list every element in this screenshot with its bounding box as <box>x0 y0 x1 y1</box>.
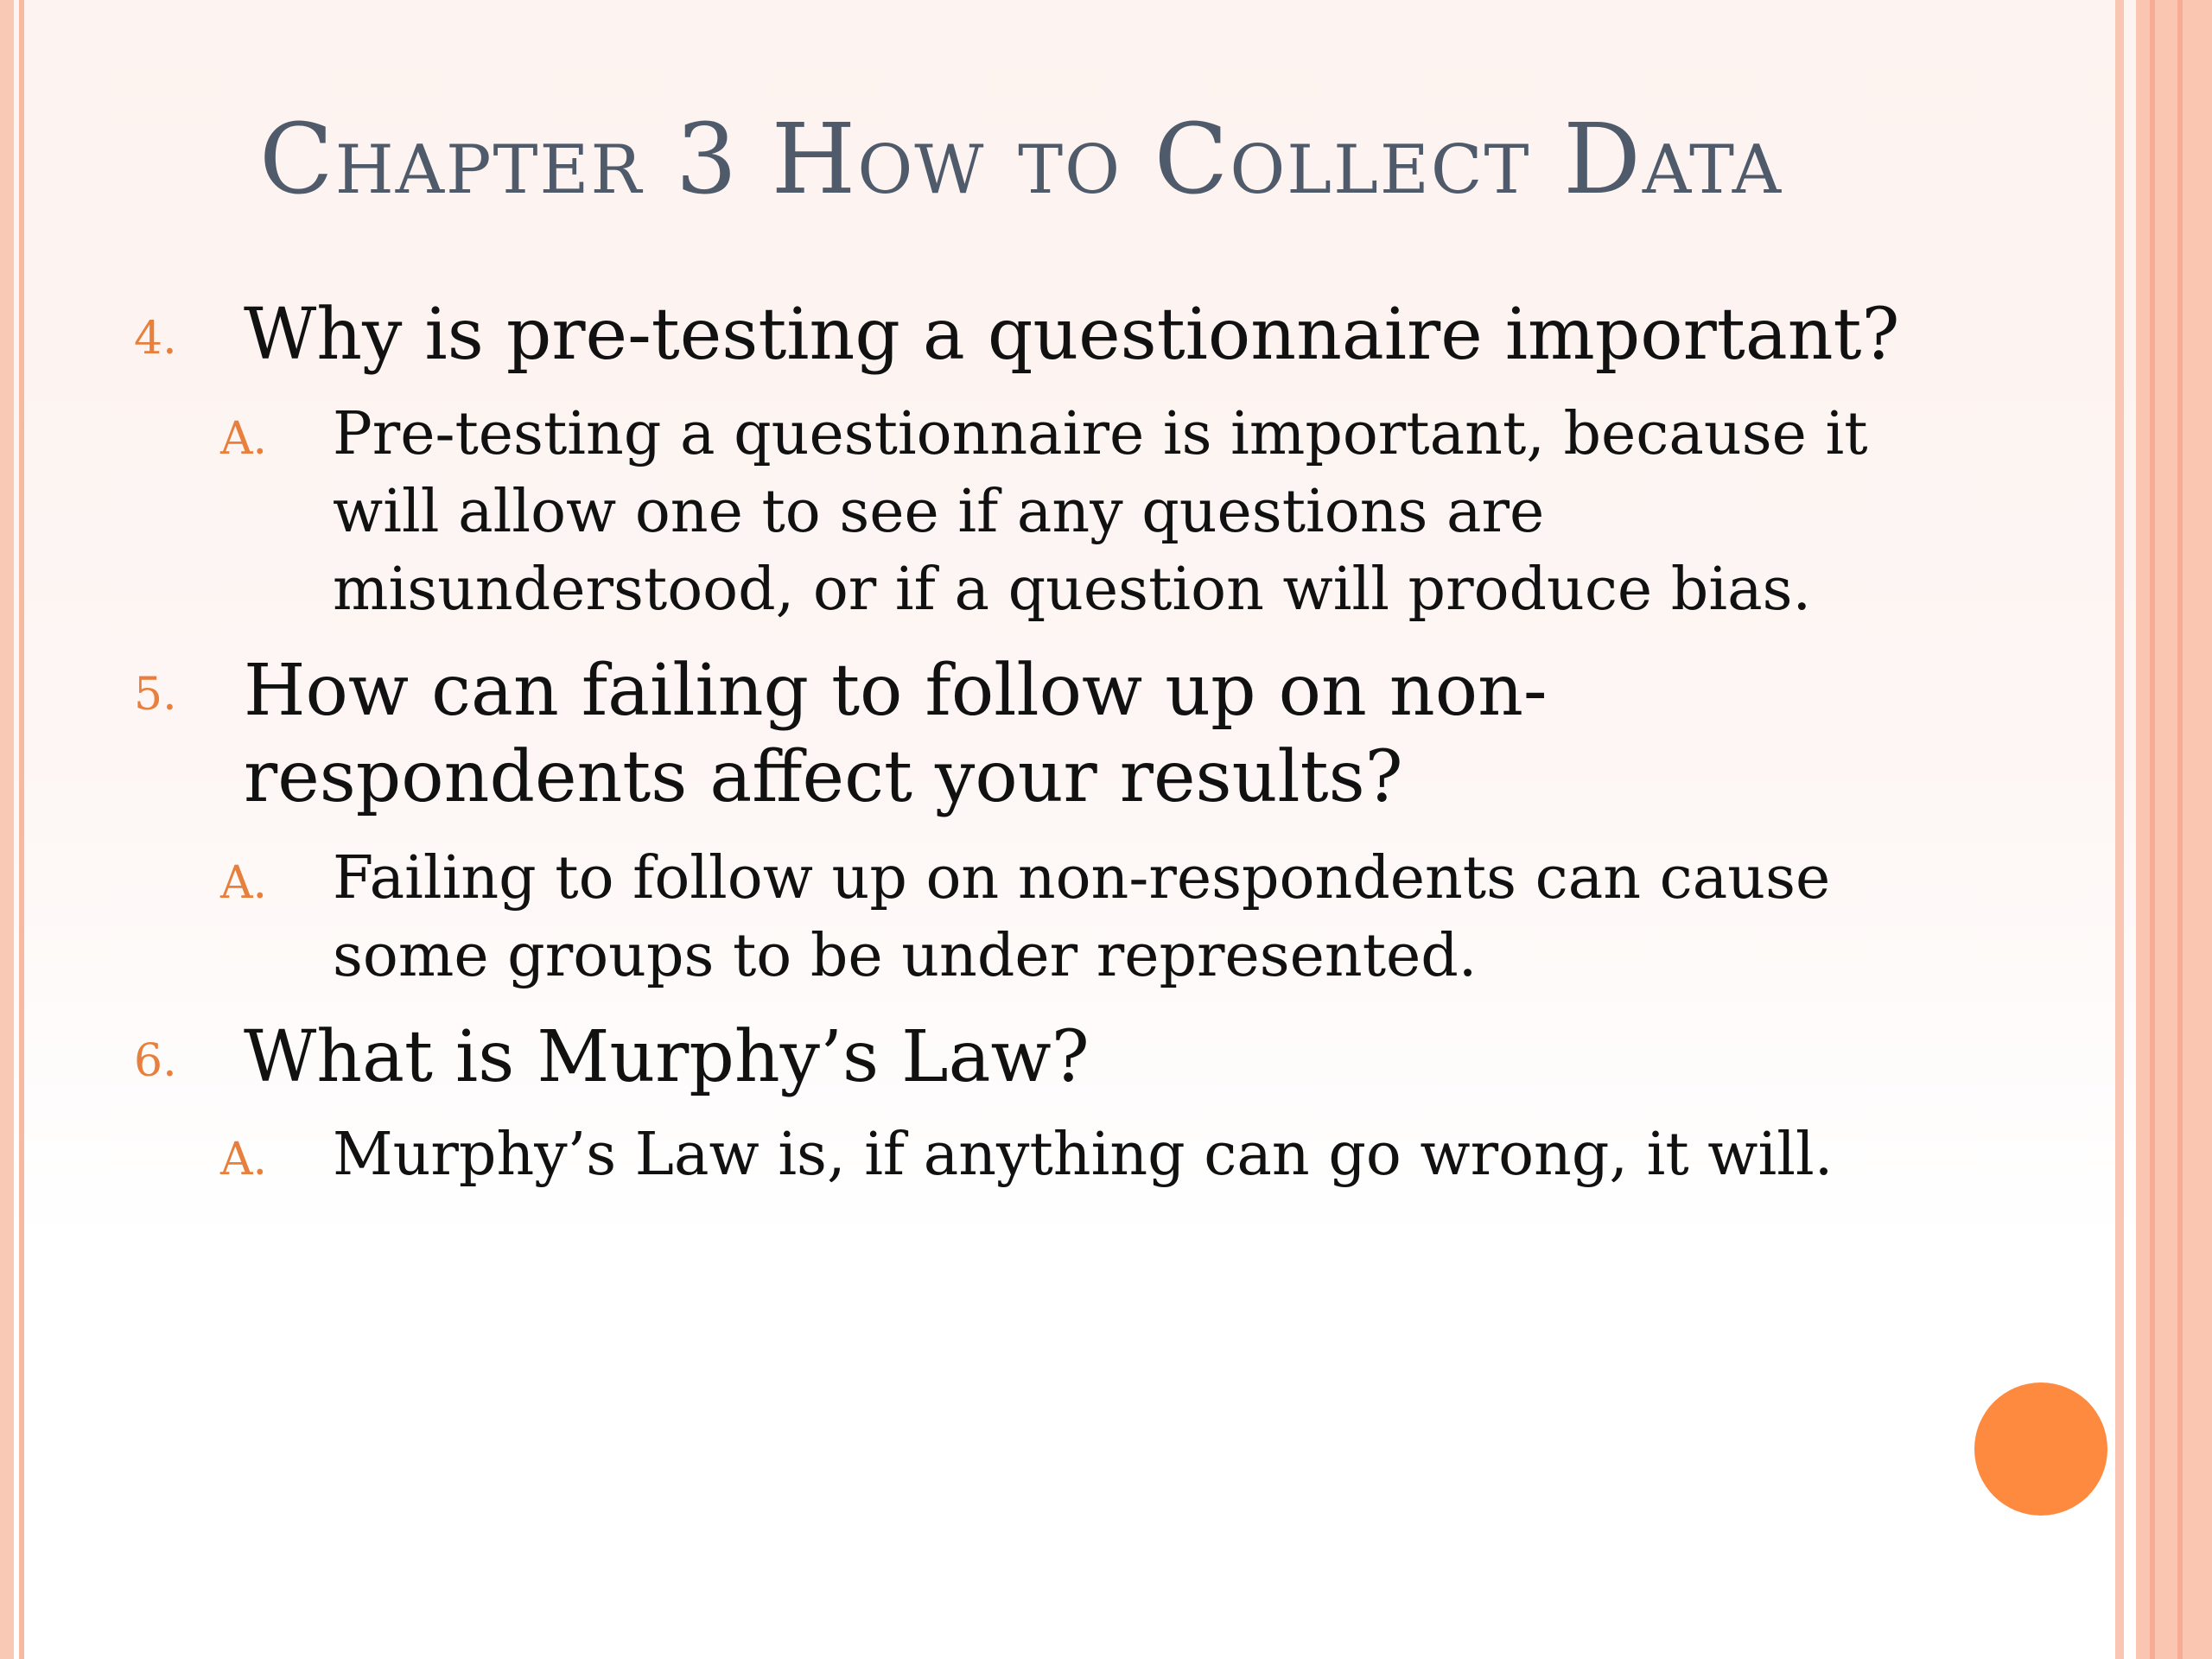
right-border-line <box>2115 0 2124 1659</box>
question-number: 4. <box>134 313 177 365</box>
question-number: 6. <box>134 1035 177 1087</box>
right-band-line-2 <box>2177 0 2183 1659</box>
answer-marker: A. <box>220 857 268 909</box>
question-text: Why is pre-testing a questionnaire important? <box>244 294 1900 376</box>
question-text: How can failing to follow up on non-respondents affect your results? <box>244 650 1548 818</box>
answer-marker: A. <box>220 413 268 465</box>
answer-marker: A. <box>220 1134 268 1185</box>
slide-title: Chapter 3 How to Collect Data <box>259 104 1783 216</box>
right-border-band <box>2136 0 2212 1659</box>
right-band-line-1 <box>2150 0 2155 1659</box>
answer-text: Pre-testing a questionnaire is important, because it will allow one to see if any questions are misunderstood, or if a question will produce bias. <box>333 400 1868 624</box>
question-number: 5. <box>134 669 177 721</box>
answer-text: Failing to follow up on non-respondents can cause some groups to be under represented. <box>333 844 1831 990</box>
question-text: What is Murphy’s Law? <box>244 1016 1090 1098</box>
answer-text: Murphy’s Law is, if anything can go wrong, it will. <box>333 1121 1834 1189</box>
